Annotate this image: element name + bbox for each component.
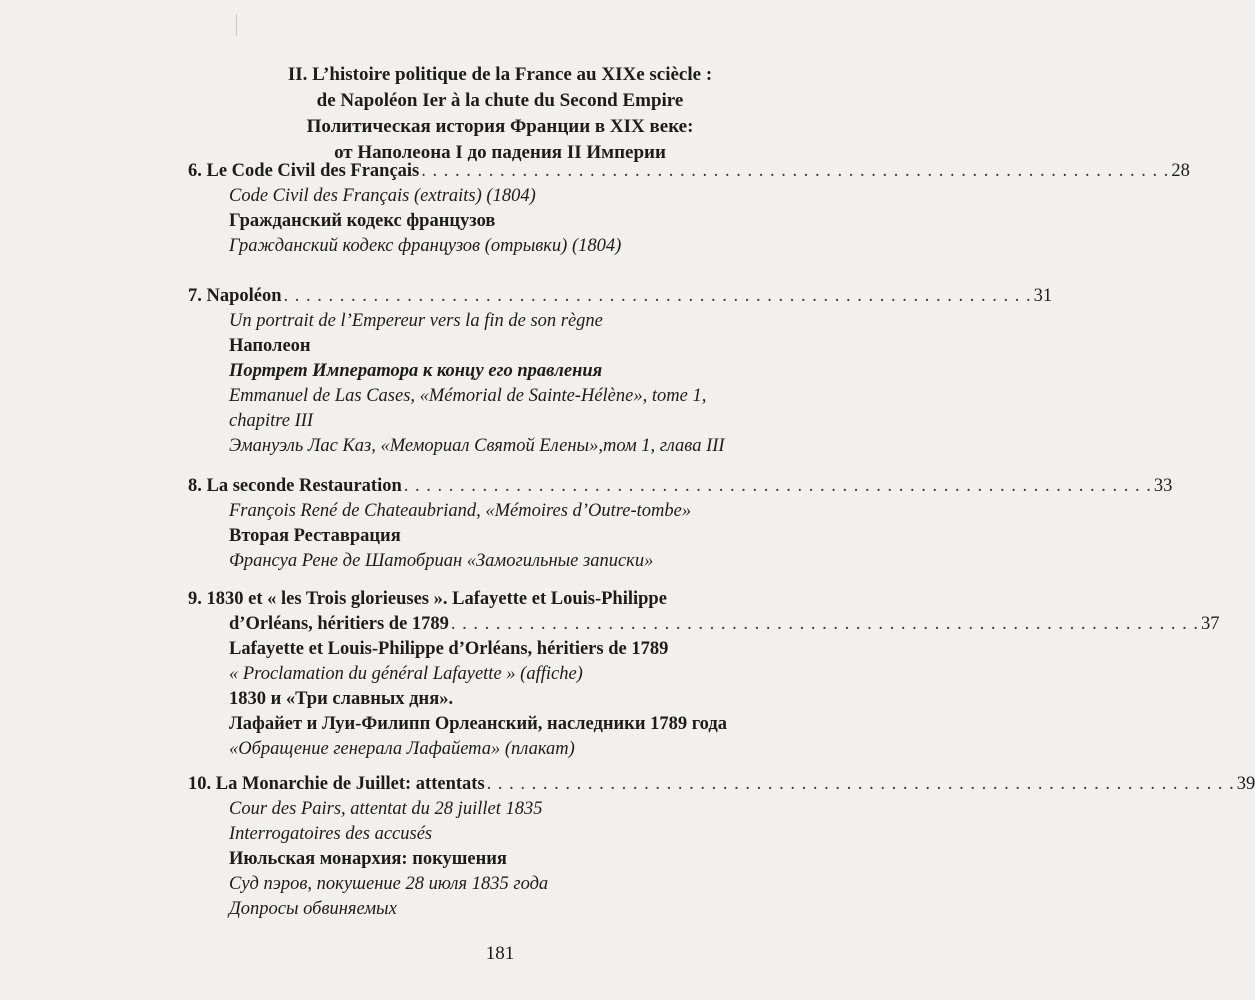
- toc-entry[interactable]: [188, 474, 1173, 574]
- toc-entry-title[interactable]: 8. La seconde Restauration: [188, 476, 402, 496]
- toc-subline: Гражданский кодекс французов (отрывки) (1804): [229, 236, 622, 256]
- toc-subline: Допросы обвиняемых: [229, 899, 397, 919]
- toc-subline: Франсуа Рене де Шатобриан «Замогильные записки»: [229, 551, 654, 571]
- toc-subline: François René de Chateaubriand, «Mémoires d’Outre-tombe»: [229, 501, 692, 521]
- toc-subline: chapitre III: [229, 411, 314, 431]
- toc-subline: Эмануэль Лас Каз, «Мемориал Святой Елены»,том 1, глава III: [229, 436, 725, 456]
- toc-subline: Портрет Императора к концу его правления: [229, 361, 603, 381]
- toc-subline: « Proclamation du général Lafayette » (affiche): [229, 664, 583, 684]
- toc-entry-title[interactable]: 9. 1830 et « les Trois glorieuses ». Lafayette et Louis-Philippe: [188, 589, 667, 609]
- page-number: 181: [485, 943, 515, 964]
- leader-dots: . . . . . . . . . . . . . . . . . . . . . . . . . . . . . . . . . . . . . . . . . . . . . . . . . . . . . . . . . . . . . . . . . . .: [283, 286, 1032, 306]
- toc-subline: Lafayette et Louis-Philippe d’Orléans, héritiers de 1789: [229, 639, 669, 659]
- section-title-line: de Napoléon Ier à la chute du Second Empire: [316, 90, 684, 111]
- toc-subline: Вторая Реставрация: [229, 526, 401, 546]
- section-title: [160, 62, 840, 166]
- toc-subline: Суд пэров, покушение 28 июля 1835 года: [229, 874, 549, 894]
- toc-subline: Interrogatoires des accusés: [229, 824, 433, 844]
- toc-entry[interactable]: [188, 772, 1255, 922]
- toc-page-number: 37: [1201, 614, 1220, 634]
- toc-entry-title[interactable]: 10. La Monarchie de Juillet: attentats: [188, 774, 485, 794]
- toc-entry-title-cont[interactable]: d’Orléans, héritiers de 1789: [229, 614, 449, 634]
- leader-dots: . . . . . . . . . . . . . . . . . . . . . . . . . . . . . . . . . . . . . . . . . . . . . . . . . . . . . . . . . . . . . . . . . . .: [450, 614, 1200, 634]
- leader-dots: . . . . . . . . . . . . . . . . . . . . . . . . . . . . . . . . . . . . . . . . . . . . . . . . . . . . . . . . . . . . . . . . . . .: [421, 161, 1170, 181]
- toc-subline: Un portrait de l’Empereur vers la fin de son règne: [229, 311, 603, 331]
- leader-dots: . . . . . . . . . . . . . . . . . . . . . . . . . . . . . . . . . . . . . . . . . . . . . . . . . . . . . . . . . . . . . . . . . . .: [403, 476, 1152, 496]
- decorative-rule: [236, 14, 237, 36]
- toc-entry[interactable]: [188, 587, 1220, 762]
- toc-subline: Гражданский кодекс французов: [229, 211, 496, 231]
- toc-subline: «Обращение генерала Лафайета» (плакат): [229, 739, 575, 759]
- toc-page-number: 33: [1153, 476, 1173, 496]
- toc-page-number: 39: [1236, 774, 1255, 794]
- toc-subline: Emmanuel de Las Cases, «Mémorial de Sainte-Hélène», tome 1,: [229, 386, 707, 406]
- section-title-line: от Наполеона I до падения II Империи: [334, 142, 666, 163]
- section-title-line: II. L’histoire politique de la France au XIXe sciècle :: [287, 64, 713, 85]
- toc-subline: Июльская монархия: покушения: [229, 849, 507, 869]
- toc-entry[interactable]: [188, 159, 1190, 259]
- toc-subline: Code Civil des Français (extraits) (1804): [229, 186, 536, 206]
- section-title-line: Политическая история Франции в XIX веке:: [306, 116, 694, 137]
- toc-entry[interactable]: [188, 284, 1053, 459]
- leader-dots: . . . . . . . . . . . . . . . . . . . . . . . . . . . . . . . . . . . . . . . . . . . . . . . . . . . . . . . . . . . . . . . . . . .: [486, 774, 1235, 794]
- toc-subline: Лафайет и Луи-Филипп Орлеанский, наследники 1789 года: [229, 714, 728, 734]
- toc-entry-title[interactable]: 6. Le Code Civil des Français: [188, 161, 420, 181]
- toc-entry-title[interactable]: 7. Napoléon: [188, 286, 282, 306]
- toc-page-number: 31: [1033, 286, 1053, 306]
- toc-subline: Наполеон: [229, 336, 311, 356]
- toc-subline: 1830 и «Три славных дня».: [229, 689, 454, 709]
- toc-subline: Cour des Pairs, attentat du 28 juillet 1835: [229, 799, 543, 819]
- toc-page-number: 28: [1171, 161, 1190, 181]
